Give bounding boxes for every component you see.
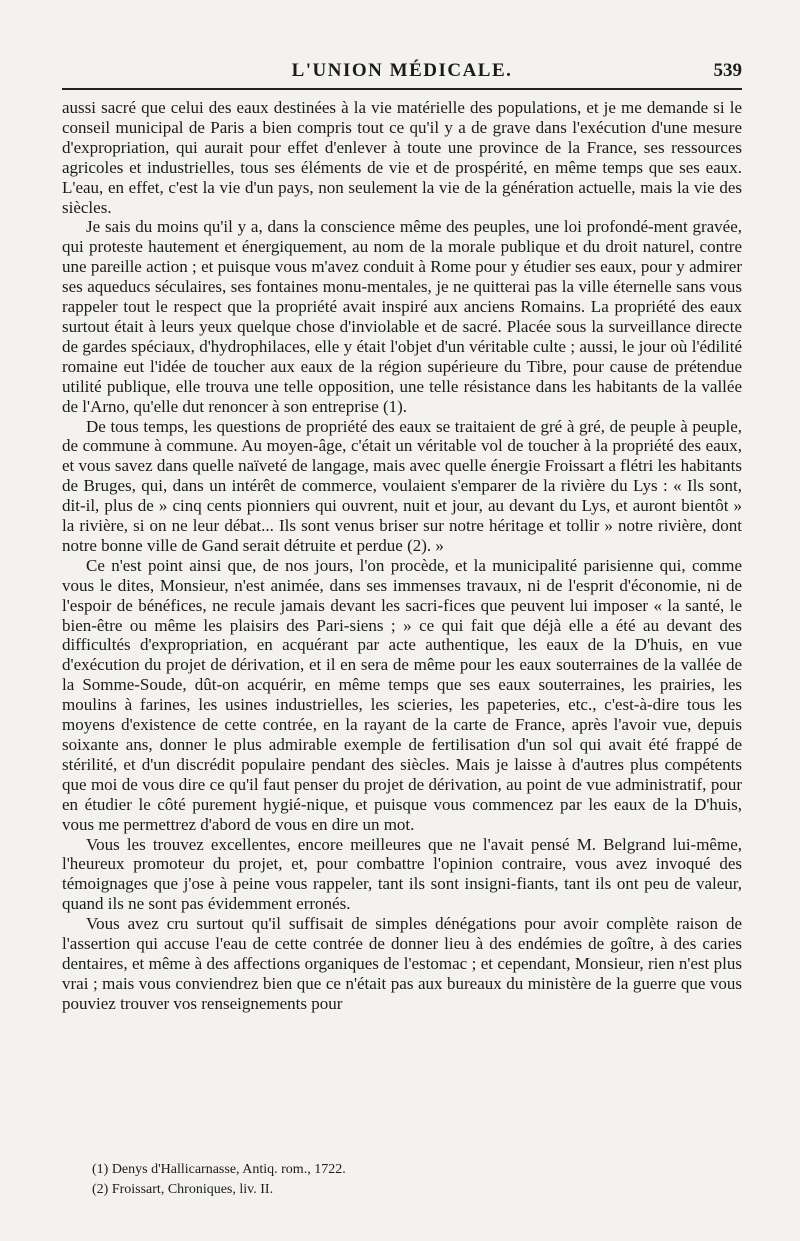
- page-number: 539: [713, 60, 742, 81]
- paragraph: Je sais du moins qu'il y a, dans la conscience même des peuples, une loi profondé-ment gravée, qui proteste hautement et énergiquement, au nom de la morale publique et du droit naturel, contre une pareille action ; et puisque vous m'avez conduit à Rome pour y étudier ses eaux, pour y admirer ses aqueducs séculaires, ses fontaines monu-mentales, je ne quitterai pas la ville éternelle sans vous rappeler tout le respect que la propriété avait inspiré aux anciens Romains. La propriété des eaux surtout était à leurs yeux quelque chose d'inviolable et de sacré. Placée sous la surveillance directe de gardes spéciaux, d'hydrophilaces, elle y était l'objet d'un véritable culte ; aussi, le jour où l'édilité romaine eut l'idée de toucher aux eaux de la région supérieure du Tibre, pour cause de prétendue utilité publique, elle trouva une telle opposition, une telle résistance dans les habitants de la vallée de l'Arno, qu'elle dut renoncer à son entreprise (1).: [62, 217, 742, 416]
- running-title: L'UNION MÉDICALE.: [291, 60, 513, 81]
- body-text: [62, 98, 742, 1014]
- paragraph: De tous temps, les questions de propriété des eaux se traitaient de gré à gré, de peuple à peuple, de commune à commune. Au moyen-âge, c'était un véritable vol de toucher à la propriété des eaux, et vous savez dans quelle naïveté de langage, mais avec quelle énergie Froissart a flétri les habitants de Bruges, qui, dans un intérêt de commerce, voulaient s'emparer de la rivière du Lys : « Ils sont, dit-il, plus de » cinq cents pionniers qui ouvrent, nuit et jour, au devant du Lys, et auront bientôt » la rivière, si on ne leur débat... Ils sont venus briser sur notre héritage et tollir » notre rivière, dont notre bonne ville de Gand serait détruite et perdue (2). »: [62, 416, 742, 555]
- paragraph: Vous les trouvez excellentes, encore meilleures que ne l'avait pensé M. Belgrand lui-même, l'heureux promoteur du projet, et, pour combattre l'opinion contraire, vous avez invoqué des témoignages que j'ose à peine vous rappeler, tant ils sont insigni-fiants, tant ils ont peu de valeur, quand ils ne sont pas évidemment erronés.: [62, 834, 742, 914]
- footnotes: [92, 1160, 346, 1200]
- paragraph: Vous avez cru surtout qu'il suffisait de simples dénégations pour avoir complète raison de l'assertion qui accuse l'eau de cette contrée de donner lieu à des endémies de goître, à des caries dentaires, et même à des affections organiques de l'estomac ; et cependant, Monsieur, rien n'est plus vrai ; mais vous conviendrez bien que ce n'était pas aux bureaux du ministère de la guerre que vous pouviez trouver vos renseignements pour: [62, 914, 742, 1013]
- paragraph: aussi sacré que celui des eaux destinées à la vie matérielle des populations, et je me demande si le conseil municipal de Paris a bien compris tout ce qu'il y a de grave dans l'exécution d'une mesure d'expropriation, qui aurait pour effet d'enlever à toute une province de la France, ses ressources agricoles et industrielles, tous ses éléments de vie et de prospérité, en même temps que ses eaux. L'eau, en effet, c'est la vie d'un pays, non seulement la vie de la génération actuelle, mais la vie des siècles.: [62, 98, 742, 217]
- running-head: [62, 48, 742, 82]
- header-rule: [62, 88, 742, 90]
- paragraph: Ce n'est point ainsi que, de nos jours, l'on procède, et la municipalité parisienne qui, comme vous le dites, Monsieur, n'est animée, dans ses immenses travaux, ni de l'esprit d'économie, ni de l'espoir de bénéfices, ne recule jamais devant les sacri-fices que peuvent lui imposer « la santé, le bien-être ou même les plaisirs des Pari-siens ; » ce qui fait que déjà elle a été au devant des difficultés d'expropriation, en acquérant par acte authentique, les eaux de la D'huis, en vue d'exécution du projet de dérivation, et il en sera de même pour les eaux souterraines de la vallée de la Somme-Soude, dût-on acquérir, en même temps que ses eaux souterraines, les prairies, les moulins à farines, les usines industrielles, les scieries, les papeteries, etc., c'est-à-dire tous les moyens d'existence de cette contrée, en la rayant de la carte de France, après l'avoir vue, depuis soixante ans, donner le plus admirable exemple de fertilisation d'un sol qui avait été frappé de stérilité, et d'un discrédit populaire pendant des siècles. Mais je laisse à d'autres plus compétents que moi de vous dire ce qu'il faut penser du projet de dérivation, au point de vue administratif, pour en étudier le côté purement hygié-nique, et puisque vous commencez par les eaux de la D'huis, vous me permettrez d'abord de vous en dire un mot.: [62, 555, 742, 834]
- footnote: (1) Denys d'Hallicarnasse, Antiq. rom., 1722.: [92, 1162, 346, 1177]
- footnote: (2) Froissart, Chroniques, liv. II.: [92, 1182, 274, 1197]
